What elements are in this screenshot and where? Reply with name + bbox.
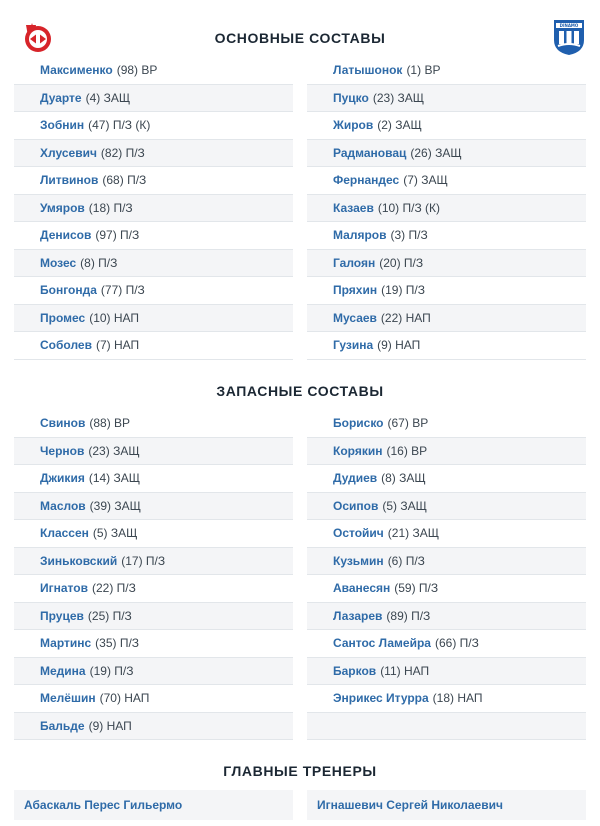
player-row[interactable] [14, 410, 293, 438]
player-row[interactable] [14, 277, 293, 305]
player-info: (5) ЗАЩ [382, 498, 427, 513]
player-info: (68) П/З [102, 173, 147, 188]
starting-lineups-title: ОСНОВНЫЕ СОСТАВЫ [214, 30, 386, 46]
player-row[interactable] [14, 305, 293, 333]
dinamo-minsk-crest-icon [552, 18, 586, 56]
player-row[interactable] [307, 685, 586, 713]
coaches-title: ГЛАВНЫЕ ТРЕНЕРЫ [223, 763, 377, 779]
player-info: (11) НАП [380, 663, 430, 678]
player-name[interactable]: Бонгонда [40, 283, 97, 298]
player-row[interactable] [307, 250, 586, 278]
player-row[interactable] [14, 140, 293, 168]
player-row[interactable] [14, 685, 293, 713]
player-row[interactable] [307, 140, 586, 168]
player-name[interactable]: Бориско [333, 416, 384, 431]
player-row[interactable] [14, 493, 293, 521]
player-row[interactable] [307, 167, 586, 195]
player-info: (18) НАП [432, 691, 483, 706]
player-info: (17) П/З [121, 553, 166, 568]
player-info: (19) П/З [89, 663, 134, 678]
player-name[interactable]: Осипов [333, 498, 379, 513]
player-info: (9) НАП [377, 338, 421, 353]
player-row[interactable] [307, 57, 586, 85]
player-info: (47) П/З (К) [88, 118, 151, 133]
player-info: (97) П/З [95, 228, 140, 243]
player-row[interactable] [307, 603, 586, 631]
player-name[interactable]: Свинов [40, 416, 86, 431]
player-name[interactable]: Дудиев [333, 471, 378, 486]
player-row[interactable] [307, 630, 586, 658]
player-name[interactable]: Денисов [40, 228, 92, 243]
player-row[interactable] [307, 85, 586, 113]
player-info: (35) П/З [95, 636, 140, 651]
player-name[interactable]: Радмановац [333, 145, 407, 160]
player-info: (3) П/З [390, 228, 428, 243]
player-row[interactable] [14, 465, 293, 493]
home-subs-list [14, 410, 293, 740]
player-name[interactable]: Пуцко [333, 90, 369, 105]
player-info: (14) ЗАЩ [88, 471, 141, 486]
player-info: (26) ЗАЩ [410, 145, 462, 160]
player-name[interactable]: Корякин [333, 443, 383, 458]
player-info: (88) ВР [89, 416, 131, 431]
away-coach[interactable]: Игнашевич Сергей Николаевич [307, 790, 586, 820]
player-name[interactable]: Бальде [40, 718, 85, 733]
player-name[interactable]: Чернов [40, 443, 85, 458]
player-row[interactable] [307, 520, 586, 548]
player-row[interactable] [307, 410, 586, 438]
player-name[interactable]: Пруцев [40, 608, 84, 623]
player-info: (20) П/З [379, 255, 424, 270]
player-name[interactable]: Медина [40, 663, 86, 678]
player-row[interactable] [307, 277, 586, 305]
player-info: (25) П/З [87, 608, 132, 623]
player-row[interactable] [14, 195, 293, 223]
player-name[interactable]: Мозес [40, 255, 77, 270]
player-row[interactable] [14, 112, 293, 140]
substitutes-title: ЗАПАСНЫЕ СОСТАВЫ [216, 383, 384, 399]
player-info: (4) ЗАЩ [85, 90, 131, 105]
player-info: (18) П/З [88, 200, 133, 215]
player-name[interactable]: Аванесян [333, 581, 391, 596]
svg-text:DINAMO: DINAMO [559, 23, 579, 29]
player-name[interactable]: Барков [333, 663, 377, 678]
player-info: (6) П/З [387, 553, 425, 568]
player-info: (7) ЗАЩ [403, 173, 448, 188]
home-starting-list [14, 57, 293, 360]
player-name[interactable]: Сантос Ламейра [333, 636, 431, 651]
player-name[interactable]: Галоян [333, 255, 376, 270]
player-row[interactable] [307, 493, 586, 521]
player-name[interactable]: Максименко [40, 63, 113, 78]
player-row[interactable] [14, 713, 293, 741]
player-info: (2) ЗАЩ [377, 118, 422, 133]
player-name[interactable]: Джикия [40, 471, 85, 486]
player-info: (7) НАП [95, 338, 140, 353]
player-name[interactable]: Литвинов [40, 173, 99, 188]
player-info: (8) ЗАЩ [381, 471, 426, 486]
player-row[interactable] [14, 603, 293, 631]
player-name[interactable]: Мартинс [40, 636, 92, 651]
player-row[interactable] [307, 658, 586, 686]
player-name[interactable]: Зобнин [40, 118, 85, 133]
player-row[interactable] [14, 548, 293, 576]
player-info: (8) П/З [80, 255, 118, 270]
player-info: (16) ВР [386, 443, 428, 458]
player-info: (82) П/З [100, 145, 145, 160]
player-row[interactable] [14, 222, 293, 250]
player-row[interactable] [307, 332, 586, 360]
player-row[interactable] [14, 57, 293, 85]
player-name[interactable]: Умяров [40, 200, 85, 215]
player-info: (70) НАП [99, 691, 150, 706]
player-name[interactable]: Мусаев [333, 310, 377, 325]
away-subs-list [307, 410, 586, 740]
player-row[interactable] [14, 658, 293, 686]
player-info: (21) ЗАЩ [387, 526, 439, 541]
player-name[interactable]: Кузьмин [333, 553, 384, 568]
player-name[interactable]: Остойич [333, 526, 384, 541]
player-info: (23) ЗАЩ [372, 90, 425, 105]
player-name[interactable]: Соболев [40, 338, 92, 353]
player-row[interactable] [307, 575, 586, 603]
player-name[interactable]: Фернандес [333, 173, 400, 188]
player-info: (89) П/З [386, 608, 431, 623]
player-name[interactable]: Пряхин [333, 283, 378, 298]
player-name[interactable]: Латышонок [333, 63, 403, 78]
player-name[interactable]: Мелёшин [40, 691, 96, 706]
player-name[interactable]: Маслов [40, 498, 86, 513]
player-info: (1) ВР [406, 63, 441, 78]
player-name[interactable]: Гузина [333, 338, 374, 353]
player-name[interactable]: Лазарев [333, 608, 383, 623]
player-row[interactable] [14, 438, 293, 466]
player-name[interactable]: Энрикес Итурра [333, 691, 429, 706]
player-info: (10) П/З (К) [377, 200, 441, 215]
player-info: (39) ЗАЩ [89, 498, 141, 513]
player-info: (22) НАП [380, 310, 431, 325]
player-info: (67) ВР [387, 416, 429, 431]
player-row[interactable] [307, 465, 586, 493]
player-row[interactable] [14, 575, 293, 603]
away-starting-list [307, 57, 586, 360]
player-row[interactable] [14, 250, 293, 278]
player-name[interactable]: Игнатов [40, 581, 88, 596]
player-row[interactable] [307, 195, 586, 223]
player-info: (66) П/З [434, 636, 479, 651]
player-info: (22) П/З [91, 581, 136, 596]
player-name[interactable]: Жиров [333, 118, 374, 133]
player-info: (10) НАП [89, 310, 140, 325]
player-name[interactable]: Дуарте [40, 90, 82, 105]
player-row[interactable] [14, 85, 293, 113]
player-row[interactable] [307, 548, 586, 576]
player-info: (23) ЗАЩ [88, 443, 140, 458]
player-row[interactable] [307, 305, 586, 333]
player-info: (98) ВР [116, 63, 158, 78]
player-info: (77) П/З [100, 283, 145, 298]
player-name[interactable]: Зиньковский [40, 553, 118, 568]
player-info: (19) П/З [381, 283, 425, 298]
player-row[interactable] [14, 167, 293, 195]
player-row[interactable] [307, 222, 586, 250]
player-name[interactable]: Казаев [333, 200, 374, 215]
player-name[interactable]: Классен [40, 526, 89, 541]
player-row[interactable] [14, 630, 293, 658]
player-name[interactable]: Промес [40, 310, 86, 325]
player-row [307, 713, 586, 741]
player-name[interactable]: Маляров [333, 228, 387, 243]
player-row[interactable] [307, 438, 586, 466]
player-row[interactable] [307, 112, 586, 140]
player-name[interactable]: Хлусевич [40, 145, 97, 160]
player-row[interactable] [14, 520, 293, 548]
home-coach[interactable]: Абаскаль Перес Гильермо [14, 790, 293, 820]
lineups-header [0, 18, 600, 60]
player-info: (9) НАП [88, 718, 132, 733]
player-row[interactable] [14, 332, 293, 360]
player-info: (5) ЗАЩ [92, 526, 138, 541]
player-info: (59) П/З [394, 581, 439, 596]
